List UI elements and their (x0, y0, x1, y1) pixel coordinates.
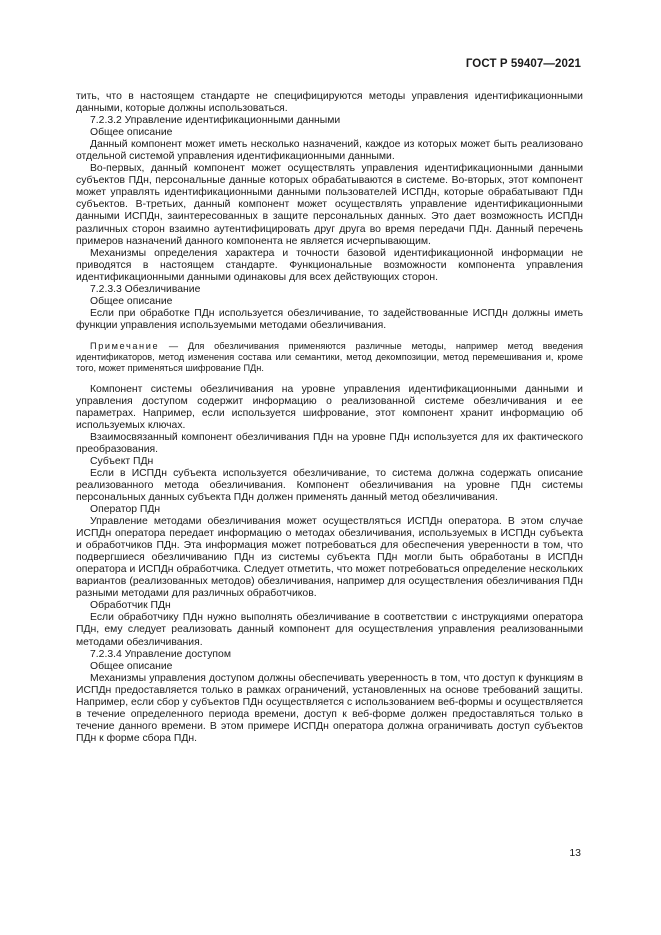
paragraph: Механизмы определения характера и точности базовой идентификационной информации не приводятся в настоящем стандарте. Функциональные возможности компонента управления идентификационными данными одинаковы для всех действующих сторон. (76, 247, 583, 283)
paragraph: Данный компонент может иметь несколько назначений, каждое из которых может быть реализовано отдельной системой управления идентификационными данными. (76, 139, 583, 163)
paragraph: Во-первых, данный компонент может осуществлять управления идентификационными данными субъектов ПДн, персональные данные которых обрабатываются в системе. Во-вторых, этот компонент может управлять идентификационными данными пользователей ИСПДн, которые обрабатывают ПДн субъектов. В-третьих, данный компонент может осуществлять управление идентификационными данными ИСПДн, заинтересованных в защите персональных данных. Это дает возможность ИСПДн различных сторон взаимно аутентифицировать друг друга во время передачи ПДн. Данный перечень примеров назначений данного компонента не является исчерпывающим. (76, 163, 583, 247)
subheading-general-description: Общее описание (90, 127, 173, 139)
section-heading-7-2-3-4: 7.2.3.4 Управление доступом (90, 648, 231, 660)
paragraph: Управление методами обезличивания может осуществляться ИСПДн оператора. В этом случае ИСПДн оператора передает информацию о методах обезличивания, используемых в ИСПДн субъекта и обработчиков ПДн. Эта информация может потребоваться для обеспечения уверенности в том, что подвергшиеся обезличиванию ПДн из системы субъекта ПДн могли быть обработаны в ИСПДн оператора и ИСПДн обработчика. Следует отметить, что может потребоваться определение нескольких вариантов (реализованных методов) обезличивания, например для осуществления обезличивания ПДн разными методами для различных обработчиков. (76, 516, 583, 600)
standard-designation: ГОСТ Р 59407—2021 (465, 58, 581, 70)
paragraph-continuation: тить, что в настоящем стандарте не специфицируются методы управления идентификационными данными, которые должны использоваться. (76, 91, 583, 115)
note-text: — Для обезличивания применяются различные методы, например метод введения идентификаторов, метод изменения состава или семантики, метод декомпозиции, метод перемешивания и, кроме того, может применяться шифрование ПДн. (76, 340, 583, 374)
paragraph: Компонент системы обезличивания на уровне управления идентификационными данными и управления доступом содержит информацию о реализованной системе обезличивания и ее параметрах. Например, если используется шифрование, этот компонент хранит информацию об используемых ключах. (76, 383, 583, 431)
note (76, 341, 583, 375)
section-heading-7-2-3-3: 7.2.3.3 Обезличивание (90, 283, 201, 295)
paragraph: Механизмы управления доступом должны обеспечивать уверенность в том, что доступ к функциям в ИСПДн предоставляется только в рамках ограничений, установленных на основе требований защиты. Например, если сбор у субъектов ПДн осуществляется с использованием веб-формы и осуществляется в течение определенного периода времени, доступ к веб-форме должен предоставляться только в течение данного времени. В этом примере ИСПДн оператора должна ограничивать доступ субъектов ПДн к форме сбора ПДн. (76, 672, 583, 744)
section-heading-7-2-3-2: 7.2.3.2 Управление идентификационными данными (90, 115, 341, 127)
subheading-general-description: Общее описание (90, 660, 173, 672)
note-label: Примечание (90, 340, 160, 351)
subheading-general-description: Общее описание (90, 295, 173, 307)
subheading-processor: Обработчик ПДн (90, 600, 171, 612)
paragraph: Если в ИСПДн субъекта используется обезличивание, то система должна содержать описание реализованного метода обезличивания. Компонент обезличивания на уровне ПДн системы персональных данных субъекта ПДн должен применять данный метод обезличивания. (76, 467, 583, 503)
paragraph: Если обработчику ПДн нужно выполнять обезличивание в соответствии с инструкциями оператора ПДн, ему следует реализовать данный компонент для осуществления управления реализованными методами обезличивания. (76, 612, 583, 648)
paragraph: Если при обработке ПДн используется обезличивание, то задействованные ИСПДн должны иметь функции управления используемыми методами обезличивания. (76, 307, 583, 331)
paragraph: Взаимосвязанный компонент обезличивания ПДн на уровне ПДн используется для их фактического преобразования. (76, 431, 583, 455)
page-number: 13 (569, 847, 581, 859)
subheading-data-subject: Субъект ПДн (90, 455, 154, 467)
subheading-operator: Оператор ПДн (90, 504, 161, 516)
page-body (76, 91, 583, 745)
